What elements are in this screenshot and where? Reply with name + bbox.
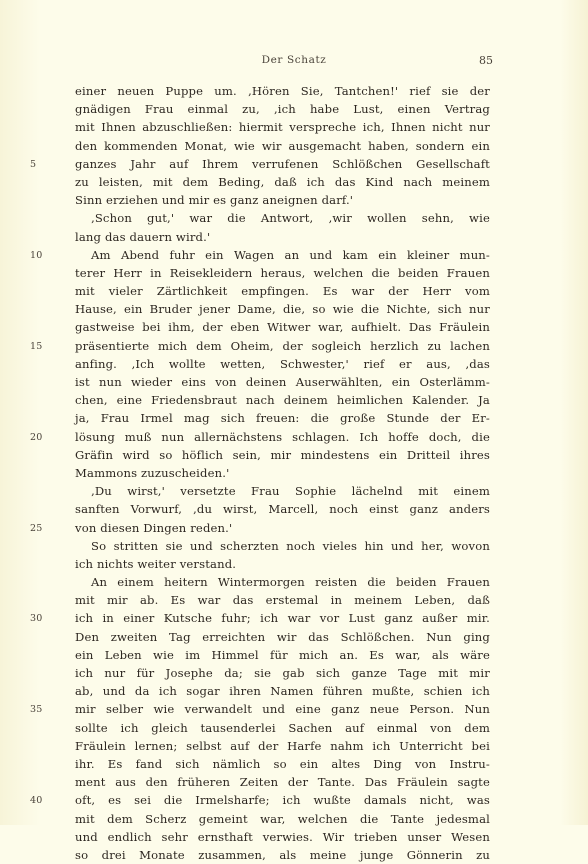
text-line: [75, 282, 490, 300]
line-number: 15: [30, 340, 43, 352]
line-text: zu leisten, mit dem Beding, daß ich das Kind nach meinem: [75, 174, 490, 189]
line-text: oft, es sei die Irmelsharfe; ich wußte damals nicht, was: [75, 793, 490, 808]
line-text: einer neuen Puppe um. ‚Hören Sie, Tantchen!' rief sie der: [75, 84, 490, 98]
line-number: 30: [30, 613, 43, 625]
text-line: [75, 318, 490, 336]
text-line: [30, 428, 490, 446]
text-line: [30, 791, 490, 809]
text-line: [75, 719, 490, 737]
text-line: [75, 446, 490, 464]
text-line: [30, 246, 490, 264]
text-line: [75, 391, 490, 409]
line-text: Fräulein lernen; selbst auf der Harfe nahm ich Unterricht bei: [75, 738, 490, 753]
line-text: gnädigen Frau einmal zu, ‚ich habe Lust, einen Vertrag: [75, 102, 490, 117]
line-text: mit dem Scherz gemeint war, welchen die Tante jedesmal: [75, 811, 490, 826]
text-line: [75, 264, 490, 282]
line-number: 5: [30, 158, 37, 170]
line-text: ja, Frau Irmel mag sich freuen: die große Stunde der Er-: [75, 411, 490, 426]
line-text: mit mir ab. Es war das erstemal in meinem Leben, daß: [75, 593, 490, 608]
line-text: und endlich sehr ernsthaft verwies. Wir trieben unser Wesen: [75, 829, 490, 844]
line-text: ein Leben wie im Himmel für mich an. Es war, als wäre: [75, 647, 490, 662]
line-number: 40: [30, 795, 43, 807]
line-text: mit vieler Zärtlichkeit empfingen. Es war der Herr vom: [75, 284, 490, 299]
line-text: Mammons zuzuscheiden.': [75, 465, 230, 480]
line-text: sanften Vorwurf, ‚du wirst, Marcell, noch einst ganz anders: [75, 502, 490, 517]
line-number: 10: [30, 249, 43, 261]
text-line: [75, 773, 490, 791]
line-text: Sinn erziehen und mir es ganz aneignen darf.': [75, 193, 354, 208]
line-text: ist nun wieder eins von deinen Auserwählten, ein Osterlämm-: [75, 375, 490, 389]
line-text: Hause, ein Bruder jener Dame, die, so wie die Nichte, sich nur: [75, 302, 490, 317]
line-text: ment aus den früheren Zeiten der Tante. Das Fräulein sagte: [75, 775, 490, 790]
line-text: ich nichts weiter verstand.: [75, 556, 237, 571]
text-line: [30, 519, 490, 537]
text-line: [75, 646, 490, 664]
text-line: [75, 555, 490, 573]
line-text: lösung muß nun allernächstens schlagen. Ich hoffe doch, die: [75, 429, 490, 444]
text-line: [30, 609, 490, 627]
text-line: [75, 228, 490, 246]
text-line: [75, 373, 490, 391]
line-text: lang das dauern wird.': [75, 229, 211, 244]
text-line: [75, 118, 490, 136]
text-line: [75, 100, 490, 118]
text-line: [75, 355, 490, 373]
line-number: 20: [30, 431, 43, 443]
line-text: anfing. ‚Ich wollte wetten, Schwester,' rief er aus, ‚das: [75, 356, 490, 371]
text-line: [75, 137, 490, 155]
text-line: [75, 573, 490, 591]
line-text: so drei Monate zusammen, als meine junge Gönnerin zu: [75, 847, 490, 862]
line-text: von diesen Dingen reden.': [75, 520, 233, 535]
text-line: [75, 300, 490, 318]
text-line: [30, 155, 490, 173]
running-title: Der Schatz: [261, 54, 327, 66]
text-line: [75, 537, 490, 555]
line-text: An einem heitern Wintermorgen reisten die beiden Frauen: [91, 575, 490, 590]
text-line: [75, 846, 490, 864]
line-text: mir selber wie verwandelt und eine ganz neue Person. Nun: [75, 702, 490, 717]
text-line: [75, 82, 490, 100]
line-text: gastweise bei ihm, der eben Witwer war, aufhielt. Das Fräulein: [75, 320, 490, 335]
line-text: ab, und da ich sogar ihren Namen führen mußte, schien ich: [75, 684, 490, 699]
line-text: ganzes Jahr auf Ihrem verrufenen Schlößchen Gesellschaft: [75, 156, 490, 171]
page-header: [0, 54, 588, 70]
text-line: [75, 628, 490, 646]
line-text: präsentierte mich dem Oheim, der sogleich herzlich zu lachen: [75, 338, 490, 353]
line-text: chen, eine Friedensbraut nach deinem heimlichen Kalender. Ja: [75, 393, 490, 408]
line-text: Den zweiten Tag erreichten wir das Schlößchen. Nun ging: [75, 629, 490, 644]
text-line: [75, 737, 490, 755]
line-text: mit Ihnen abzuschließen: hiermit verspreche ich, Ihnen nicht nur: [75, 120, 490, 135]
text-line: [75, 209, 490, 227]
line-number: 35: [30, 704, 43, 716]
line-text: sollte ich gleich tausenderlei Sachen auf einmal von dem: [75, 720, 490, 735]
text-line: [75, 664, 490, 682]
text-line: [75, 464, 490, 482]
line-text: ‚Schon gut,' war die Antwort, ‚wir wollen sehn, wie: [91, 211, 490, 226]
line-text: ich nur für Josephe da; sie gab sich ganze Tage mit mir: [75, 666, 490, 680]
text-line: [30, 337, 490, 355]
text-line: [75, 828, 490, 846]
line-number: 25: [30, 522, 43, 534]
text-line: [75, 191, 490, 209]
text-line: [75, 173, 490, 191]
line-text: Gräfin wird so höflich sein, mir mindestens ein Dritteil ihres: [75, 447, 490, 462]
line-text: terer Herr in Reisekleidern heraus, welchen die beiden Frauen: [75, 265, 490, 280]
line-text: ‚Du wirst,' versetzte Frau Sophie lächelnd mit einem: [91, 484, 490, 499]
text-line: [75, 482, 490, 500]
line-text: Am Abend fuhr ein Wagen an und kam ein kleiner mun-: [91, 247, 490, 262]
line-text: den kommenden Monat, wie wir ausgemacht haben, sondern ein: [75, 138, 490, 153]
text-line: [75, 755, 490, 773]
line-text: ihr. Es fand sich nämlich so ein altes Ding von Instru-: [75, 756, 490, 771]
text-line: [75, 500, 490, 518]
text-line: [75, 591, 490, 609]
line-text: ich in einer Kutsche fuhr; ich war vor Lust ganz außer mir.: [75, 611, 490, 626]
text-line: [75, 682, 490, 700]
text-line: [30, 700, 490, 718]
body-text: [30, 82, 490, 864]
line-text: So stritten sie und scherzten noch vieles hin und her, wovon: [91, 538, 490, 553]
text-line: [75, 409, 490, 427]
page-number: 85: [479, 54, 493, 67]
